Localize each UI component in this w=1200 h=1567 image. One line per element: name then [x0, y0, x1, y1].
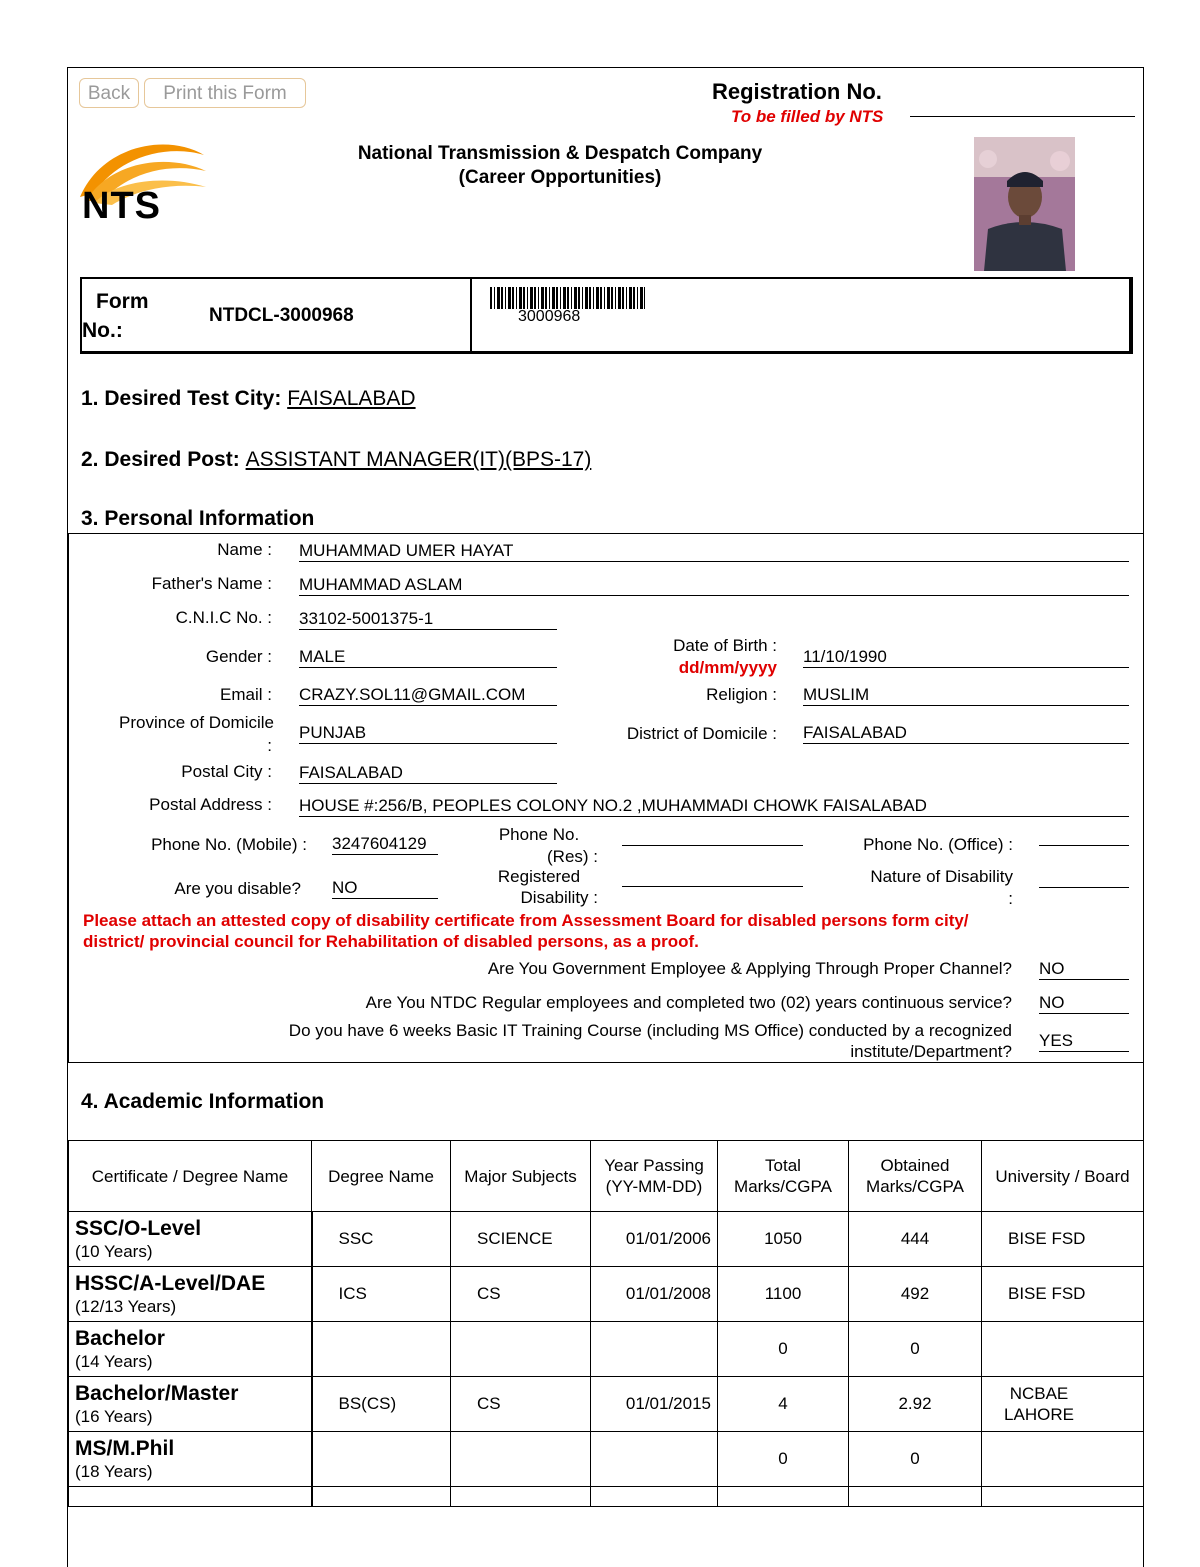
year-cell: 01/01/2006 [591, 1212, 718, 1267]
board-cell [982, 1432, 1144, 1487]
degree-cell: BS(CS) [312, 1377, 451, 1432]
cert-years: (12/13 Years) [75, 1297, 177, 1316]
total-cell [718, 1487, 849, 1507]
nature-disability-label: Nature of Disability [870, 867, 1013, 886]
cert-name: MS/M.Phil [75, 1437, 175, 1460]
cert-cell [69, 1432, 312, 1487]
major-cell: SCIENCE [451, 1212, 591, 1267]
it-training-question-line2: institute/Department? [850, 1042, 1012, 1061]
registration-title: Registration No. [712, 79, 882, 104]
disable-label: Are you disable? [174, 879, 301, 898]
cert-name: Bachelor/Master [75, 1382, 239, 1405]
desired-post-value: ASSISTANT MANAGER(IT)(BPS-17) [245, 448, 592, 471]
header-board: University / Board [982, 1141, 1144, 1212]
it-training-answer[interactable]: YES [1039, 1030, 1129, 1052]
year-cell: 01/01/2015 [591, 1377, 718, 1432]
res-phone-field[interactable] [622, 824, 803, 846]
cert-cell [69, 1267, 312, 1322]
form-no-label-line2: No.: [82, 319, 123, 342]
board-cell: BISE FSD [982, 1267, 1144, 1322]
postal-city-field[interactable]: FAISALABAD [299, 762, 557, 784]
obtained-cell: 0 [849, 1432, 982, 1487]
obtained-cell [849, 1487, 982, 1507]
cnic-label: C.N.I.C No. : [175, 608, 272, 627]
header-year: Year Passing (YY-MM-DD) [591, 1141, 718, 1212]
cert-years: (14 Years) [75, 1352, 153, 1371]
major-cell: CS [451, 1377, 591, 1432]
postal-address-field[interactable]: HOUSE #:256/B, PEOPLES COLONY NO.2 ,MUHAMMADI CHOWK FAISALABAD [299, 795, 1129, 817]
religion-label: Religion : [706, 685, 777, 704]
degree-cell [312, 1487, 451, 1507]
email-label: Email : [220, 685, 272, 704]
registered-disability-field[interactable] [622, 865, 803, 887]
father-name-label: Father's Name : [151, 574, 272, 593]
header-degree: Degree Name [312, 1141, 451, 1212]
company-subtitle: (Career Opportunities) [458, 167, 662, 188]
table-row-continued [69, 1487, 1144, 1507]
res-phone-label: Phone No. [498, 825, 580, 844]
nts-logo-text: NTS [82, 185, 161, 227]
total-cell: 0 [718, 1322, 849, 1377]
degree-cell: SSC [312, 1212, 451, 1267]
district-field[interactable]: FAISALABAD [803, 722, 1129, 744]
gender-field[interactable]: MALE [299, 646, 557, 668]
board-cell [982, 1322, 1144, 1377]
disability-note-line1: Please attach an attested copy of disability certificate from Assessment Board for disabled persons form city/ [83, 911, 969, 930]
father-name-field[interactable]: MUHAMMAD ASLAM [299, 574, 1129, 596]
major-cell: CS [451, 1267, 591, 1322]
form-number-box [80, 277, 1133, 354]
back-button[interactable]: Back [79, 78, 139, 108]
year-cell [591, 1487, 718, 1507]
registration-note: To be filled by NTS [731, 107, 884, 126]
name-label: Name : [217, 540, 272, 559]
year-cell: 01/01/2008 [591, 1267, 718, 1322]
nts-logo [72, 135, 212, 230]
table-row [69, 1377, 1144, 1432]
desired-post-label: 2. Desired Post: [81, 448, 240, 471]
board-cell: BISE FSD [982, 1212, 1144, 1267]
header-cert: Certificate / Degree Name [69, 1141, 312, 1212]
cert-years: (18 Years) [75, 1462, 153, 1481]
form-no-value: NTDCL-3000968 [209, 305, 354, 326]
cert-cell [69, 1487, 312, 1507]
desired-test-city-label: 1. Desired Test City: [81, 387, 282, 410]
major-cell [451, 1322, 591, 1377]
total-cell: 0 [718, 1432, 849, 1487]
disable-field[interactable]: NO [332, 877, 438, 899]
obtained-cell: 492 [849, 1267, 982, 1322]
degree-cell [312, 1432, 451, 1487]
cert-years: (16 Years) [75, 1407, 153, 1426]
header-obtained: Obtained Marks/CGPA [849, 1141, 982, 1212]
office-phone-label: Phone No. (Office) : [863, 835, 1013, 854]
board-cell [982, 1377, 1144, 1432]
major-cell [451, 1487, 591, 1507]
dob-format: dd/mm/yyyy [678, 658, 777, 677]
district-label: District of Domicile : [626, 724, 777, 743]
table-row [69, 1267, 1144, 1322]
nature-disability-label-colon: : [1008, 889, 1013, 908]
academic-info-title: 4. Academic Information [81, 1090, 325, 1113]
cert-years: (10 Years) [75, 1242, 153, 1261]
applicant-photo [974, 137, 1075, 271]
major-cell [451, 1432, 591, 1487]
name-field[interactable]: MUHAMMAD UMER HAYAT [299, 540, 1129, 562]
dob-field[interactable]: 11/10/1990 [803, 646, 1129, 668]
header-major: Major Subjects [451, 1141, 591, 1212]
disability-note-line2: district/ provincial council for Rehabilitation of disabled persons, as a proof. [83, 932, 699, 951]
religion-field[interactable]: MUSLIM [803, 684, 1129, 706]
cert-name: Bachelor [75, 1327, 165, 1350]
postal-address-label: Postal Address : [149, 795, 272, 814]
obtained-cell: 444 [849, 1212, 982, 1267]
cert-cell [69, 1322, 312, 1377]
year-cell [591, 1322, 718, 1377]
personal-info-title: 3. Personal Information [81, 507, 315, 530]
gov-employee-question: Are You Government Employee & Applying Through Proper Channel? [487, 959, 1012, 978]
mobile-label: Phone No. (Mobile) : [151, 835, 307, 854]
desired-test-city-value: FAISALABAD [287, 387, 416, 410]
province-label: Province of Domicile [119, 713, 274, 732]
cert-name: HSSC/A-Level/DAE [75, 1272, 266, 1295]
cert-cell [69, 1212, 312, 1267]
academic-header-row [69, 1141, 1144, 1212]
desired-test-city [81, 387, 416, 411]
total-cell: 1050 [718, 1212, 849, 1267]
obtained-cell: 0 [849, 1322, 982, 1377]
barcode-text: 3000968 [518, 308, 581, 325]
board-cell [982, 1487, 1144, 1507]
gov-employee-answer[interactable]: NO [1039, 958, 1129, 980]
degree-cell: ICS [312, 1267, 451, 1322]
form-number-divider [470, 279, 472, 351]
cert-cell [69, 1377, 312, 1432]
registered-disability-label: Registered [497, 867, 581, 886]
email-field[interactable]: CRAZY.SOL11@GMAIL.COM [299, 684, 557, 706]
res-phone-label-2: (Res) : [547, 847, 598, 866]
office-phone-field[interactable] [1039, 824, 1129, 846]
ntdc-employee-answer[interactable]: NO [1039, 992, 1129, 1014]
total-cell: 1100 [718, 1267, 849, 1322]
company-name: National Transmission & Despatch Company [357, 143, 763, 164]
year-cell [591, 1432, 718, 1487]
nature-disability-field[interactable] [1039, 866, 1129, 888]
board-cell-text: NCBAE LAHORE [1004, 1384, 1074, 1424]
cert-name: SSC/O-Level [75, 1217, 202, 1240]
province-field[interactable]: PUNJAB [299, 722, 557, 744]
table-row [69, 1432, 1144, 1487]
province-label-colon: : [267, 736, 272, 755]
degree-cell [312, 1322, 451, 1377]
company-title [320, 142, 800, 190]
postal-city-label: Postal City : [181, 762, 272, 781]
cnic-field[interactable]: 33102-5001375-1 [299, 608, 557, 630]
it-training-question: Do you have 6 weeks Basic IT Training Course (including MS Office) conducted by a recognized [288, 1021, 1012, 1040]
table-row [69, 1212, 1144, 1267]
obtained-cell: 2.92 [849, 1377, 982, 1432]
form-no-label-line1: Form [96, 290, 149, 313]
mobile-field[interactable]: 3247604129 [332, 833, 438, 855]
dob-label: Date of Birth : [673, 636, 777, 655]
academic-table [68, 1140, 1144, 1507]
registration-blank [910, 116, 1135, 117]
total-cell: 4 [718, 1377, 849, 1432]
registered-disability-label-2: Disability : [520, 888, 598, 907]
gender-label: Gender : [205, 647, 272, 666]
ntdc-employee-question: Are You NTDC Regular employees and completed two (02) years continuous service? [365, 993, 1012, 1012]
table-row [69, 1322, 1144, 1377]
print-form-button[interactable]: Print this Form [144, 78, 306, 108]
desired-post [81, 448, 591, 472]
barcode-icon [490, 287, 645, 309]
header-total: Total Marks/CGPA [718, 1141, 849, 1212]
